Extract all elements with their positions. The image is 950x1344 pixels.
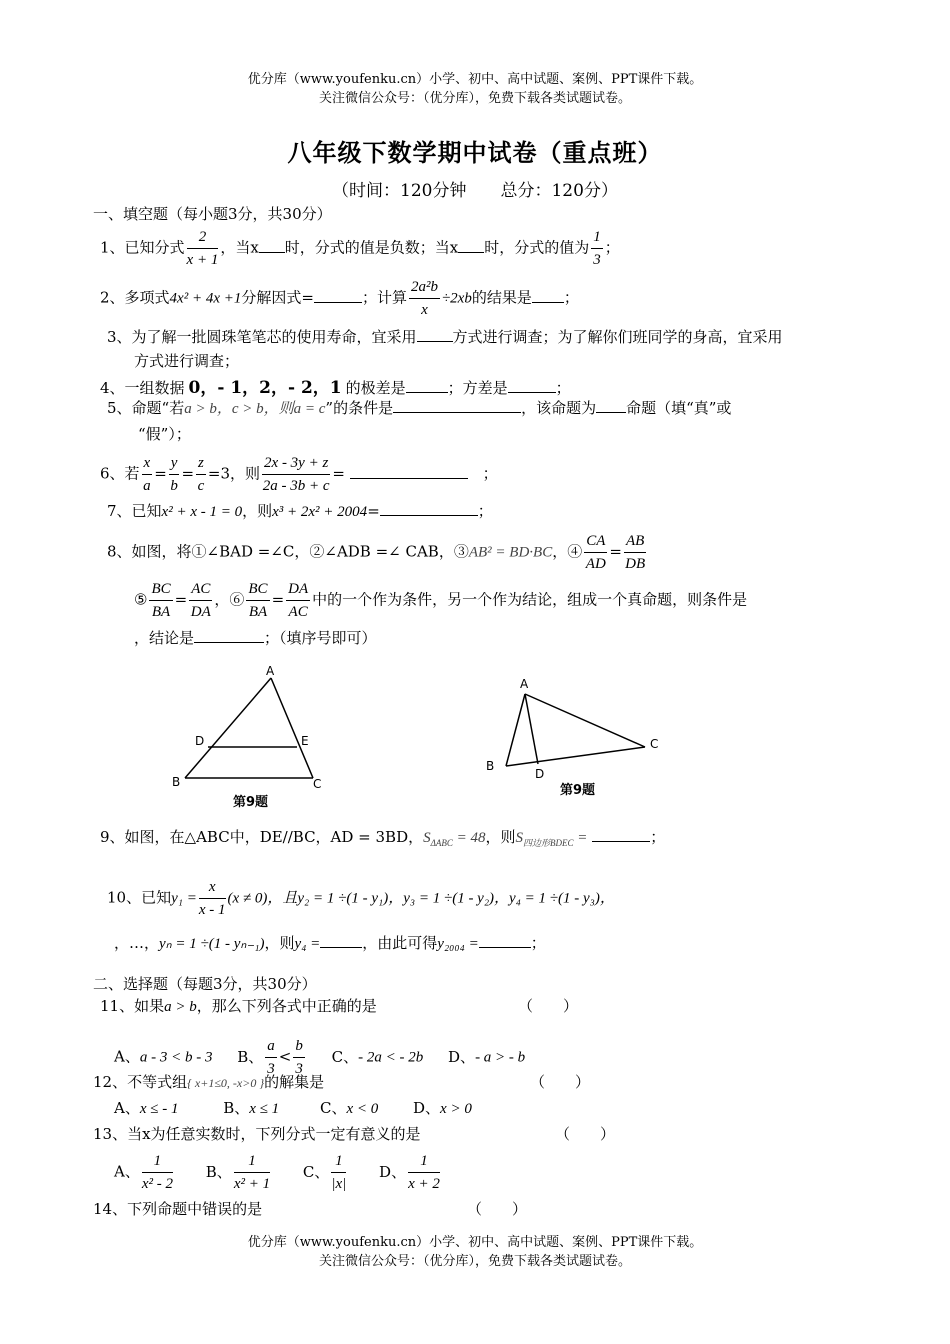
fraction-q1: $\frac{2}{x + 1}$ (187, 226, 219, 271)
question-12-paren: （ ） (530, 1073, 591, 1091)
question-5-cont: “假”）； (138, 425, 191, 443)
question-8-line3: ，结论是 ；（填序号即可） (134, 629, 377, 647)
footer-line-1: 优分库（www.youfenku.cn）小学、初中、高中试题、案例、PPT课件下载。 (247, 1235, 703, 1250)
question-1: 1、已知分式 $\frac{2}{x + 1}$ ，当x 时，分式的值是负数；当x 时，分式的值为 $\frac{1}{3}$ ； (100, 226, 620, 271)
label-b: B (172, 775, 181, 789)
header-line-2: 关注微信公众号：（优分库），免费下载各类试题试卷。 (318, 91, 631, 106)
question-12-options: A、x ≤ - 1 B、x ≤ 1 C、x < 0 D、x > 0 (114, 1099, 472, 1117)
question-7: 7、已知x² + x - 1 = 0，则x³ + 2x² + 2004= ； (107, 502, 493, 520)
question-12: 12、不等式组{ x+1≤0, -x>0 }的解集是 (93, 1073, 325, 1091)
label-a: A (266, 664, 275, 678)
question-3: 3、为了解一批圆珠笔笔芯的使用寿命，宜采用 方式进行调查；为了解你们班同学的身高，宜采用 (107, 328, 783, 346)
label-e: E (301, 734, 309, 748)
question-11-paren: （ ） (518, 997, 579, 1015)
question-13-paren: （ ） (555, 1125, 616, 1143)
section-2-heading: 二、选择题（每题3分，共30分） (93, 975, 317, 993)
question-13: 13、当x为任意实数时，下列分式一定有意义的是 (93, 1125, 421, 1143)
question-10-line2: ，…，yₙ = 1 ÷(1 - yₙ₋₁)，则y₄ = ，由此可得y₂₀₀₄ = ； (114, 934, 546, 952)
question-14: 14、下列命题中错误的是 (93, 1200, 263, 1218)
question-8: 8、如图，将①∠BAD =∠C，②∠ADB =∠ CAB，③AB² = BD·BC，④ $\frac{CA}{AD}$ = $\frac{AB}{DB}$ (107, 530, 648, 575)
label-b2: B (486, 759, 495, 773)
question-10: 10、已知y₁ = $\frac{x}{x - 1}$ (x ≠ 0)，且y₂ = 1 ÷(1 - y₁)，y₃ = 1 ÷(1 - y₂)，y₄ = 1 ÷(1 - y₃)， (107, 876, 615, 921)
question-4: 4、一组数据 0，- 1，2，- 2，1 的极差是 ；方差是 ； (100, 378, 571, 398)
question-2: 2、多项式4x² + 4x +1分解因式= ；计算 $\frac{\text{2a²b}}{x}$ ÷2xb的结果是 ； (100, 276, 579, 321)
label-c: C (313, 777, 322, 791)
label-d: D (195, 734, 205, 748)
footer-line-2: 关注微信公众号：（优分库），免费下载各类试题试卷。 (318, 1254, 631, 1269)
figure-right-caption: 第9题 (560, 783, 596, 798)
question-8-line2: ⑤ $\frac{BC}{BA}$ = $\frac{AC}{DA}$ ，⑥ $\frac{BC}{BA}$ = $\frac{DA}{AC}$ 中的一个作为条件，另一个作为结论，组成一个真命题，则条件是 (134, 578, 747, 623)
label-d2: D (535, 767, 545, 781)
question-6: 6、若 $\frac{x}{a}$ = $\frac{y}{b}$ = $\frac{z}{c}$ =3，则 $\frac{2x - 3y + z}{2a - 3b + c}$ = ； (100, 452, 498, 497)
header-line-1: 优分库（www.youfenku.cn）小学、初中、高中试题、案例、PPT课件下载。 (247, 72, 703, 87)
page-title: 八年级下数学期中试卷（重点班） (287, 138, 663, 167)
question-3-cont: 方式进行调查； (134, 352, 240, 370)
question-14-paren: （ ） (467, 1200, 528, 1218)
figure-left-caption: 第9题 (233, 795, 269, 810)
figure-triangle-de-bc (165, 660, 335, 810)
question-13-options: A、 $\frac{1}{\text{x² - 2}}$ B、 $\frac{1}{\text{x² + 1}}$ C、 $\frac{1}{|x|}$ D、 $\frac{1}{x + 2}$ (114, 1150, 442, 1195)
question-11-options: A、a - 3 < b - 3 B、 $\frac{a}{3}$ < $\frac{b}{3}$ C、- 2a < - 2b D、- a > - b (114, 1035, 525, 1080)
page-subtitle: （时间：120分钟 总分：120分） (332, 181, 618, 201)
question-5: 5、命题“若a > b，c > b，则a = c”的条件是 ，该命题为 命题（填“真”或 (107, 399, 732, 417)
label-c2: C (650, 737, 659, 751)
section-1-heading: 一、填空题（每小题3分，共30分） (93, 205, 332, 223)
label-a2: A (520, 677, 529, 691)
question-9: 9、如图，在△ABC中，DE//BC，AD = 3BD，$S_{\Delta ABC} = 48$，则$S_{四边形BDEC}$ = ； (100, 828, 666, 848)
figure-triangle-abc-d (480, 670, 670, 805)
question-11: 11、如果a > b，那么下列各式中正确的是 (100, 997, 377, 1015)
